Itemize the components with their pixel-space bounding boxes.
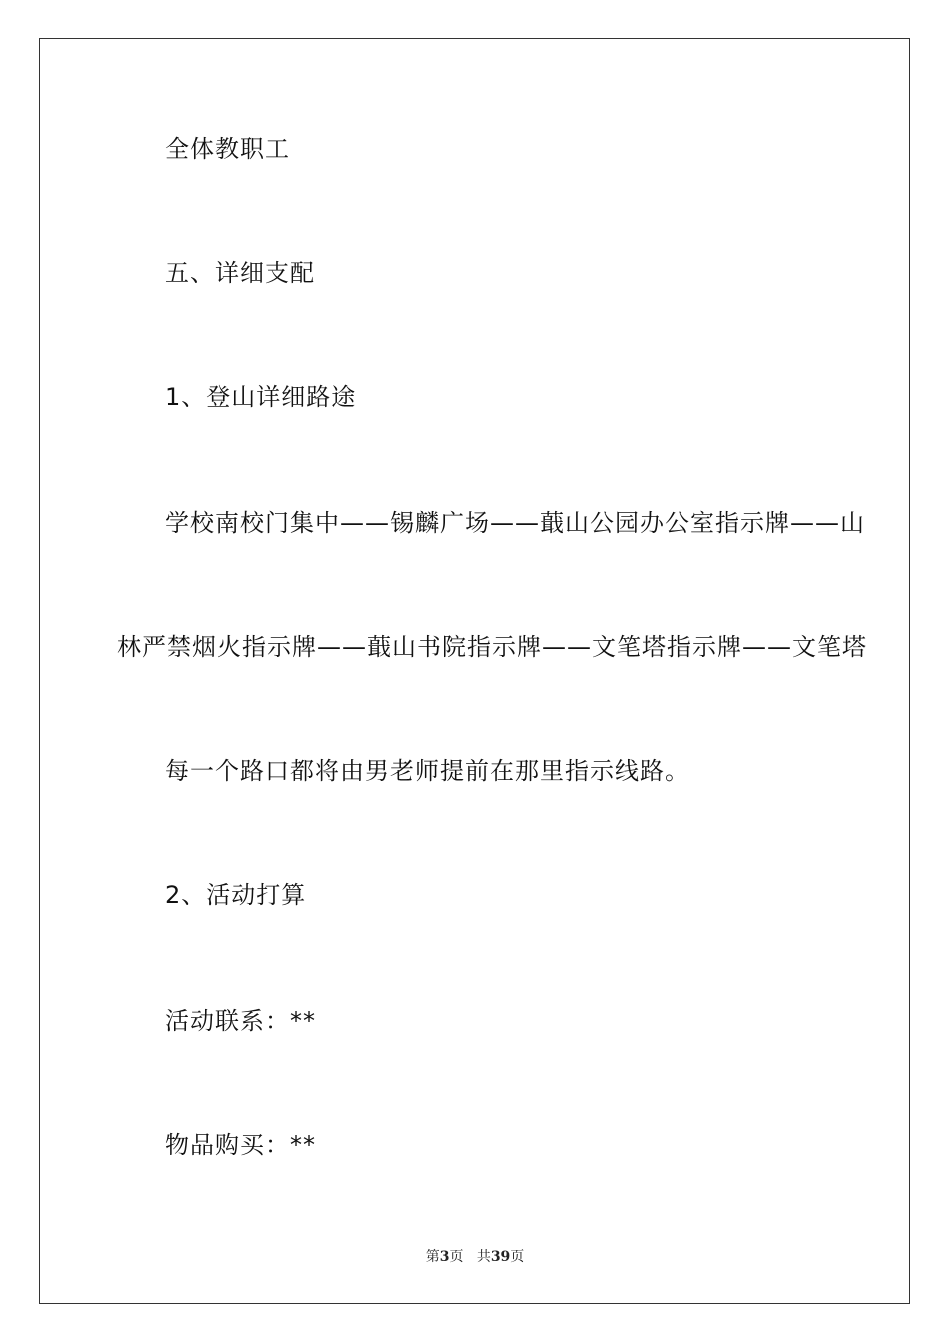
subheading-activity-plan: 2、活动打算: [165, 881, 307, 909]
page-footer: [0, 1247, 950, 1267]
paragraph-purchasing: 物品购买：**: [165, 1131, 316, 1159]
paragraph-guidance: 每一个路口都将由男老师提前在那里指示线路。: [165, 757, 690, 785]
paragraph-activity-contact: 活动联系：**: [165, 1007, 316, 1035]
route-line-2: 林严禁烟火指示牌——蕺山书院指示牌——文笔塔指示牌——文笔塔: [117, 633, 867, 661]
footer-total-suffix: 页: [510, 1249, 525, 1265]
route-line-1: 学校南校门集中——锡麟广场——蕺山公园办公室指示牌——山: [165, 509, 865, 537]
footer-page-suffix: 页: [449, 1249, 464, 1265]
footer-page-number: 3: [439, 1249, 450, 1265]
footer-total-prefix: 共: [476, 1249, 491, 1265]
subheading-hiking-route: 1、登山详细路途: [165, 383, 357, 411]
paragraph-staff: 全体教职工: [165, 135, 290, 163]
page-border: [39, 38, 910, 1304]
footer-prefix: 第: [425, 1249, 440, 1265]
footer-total-pages: 39: [490, 1249, 511, 1265]
heading-detailed-arrangement: 五、详细支配: [165, 259, 315, 287]
